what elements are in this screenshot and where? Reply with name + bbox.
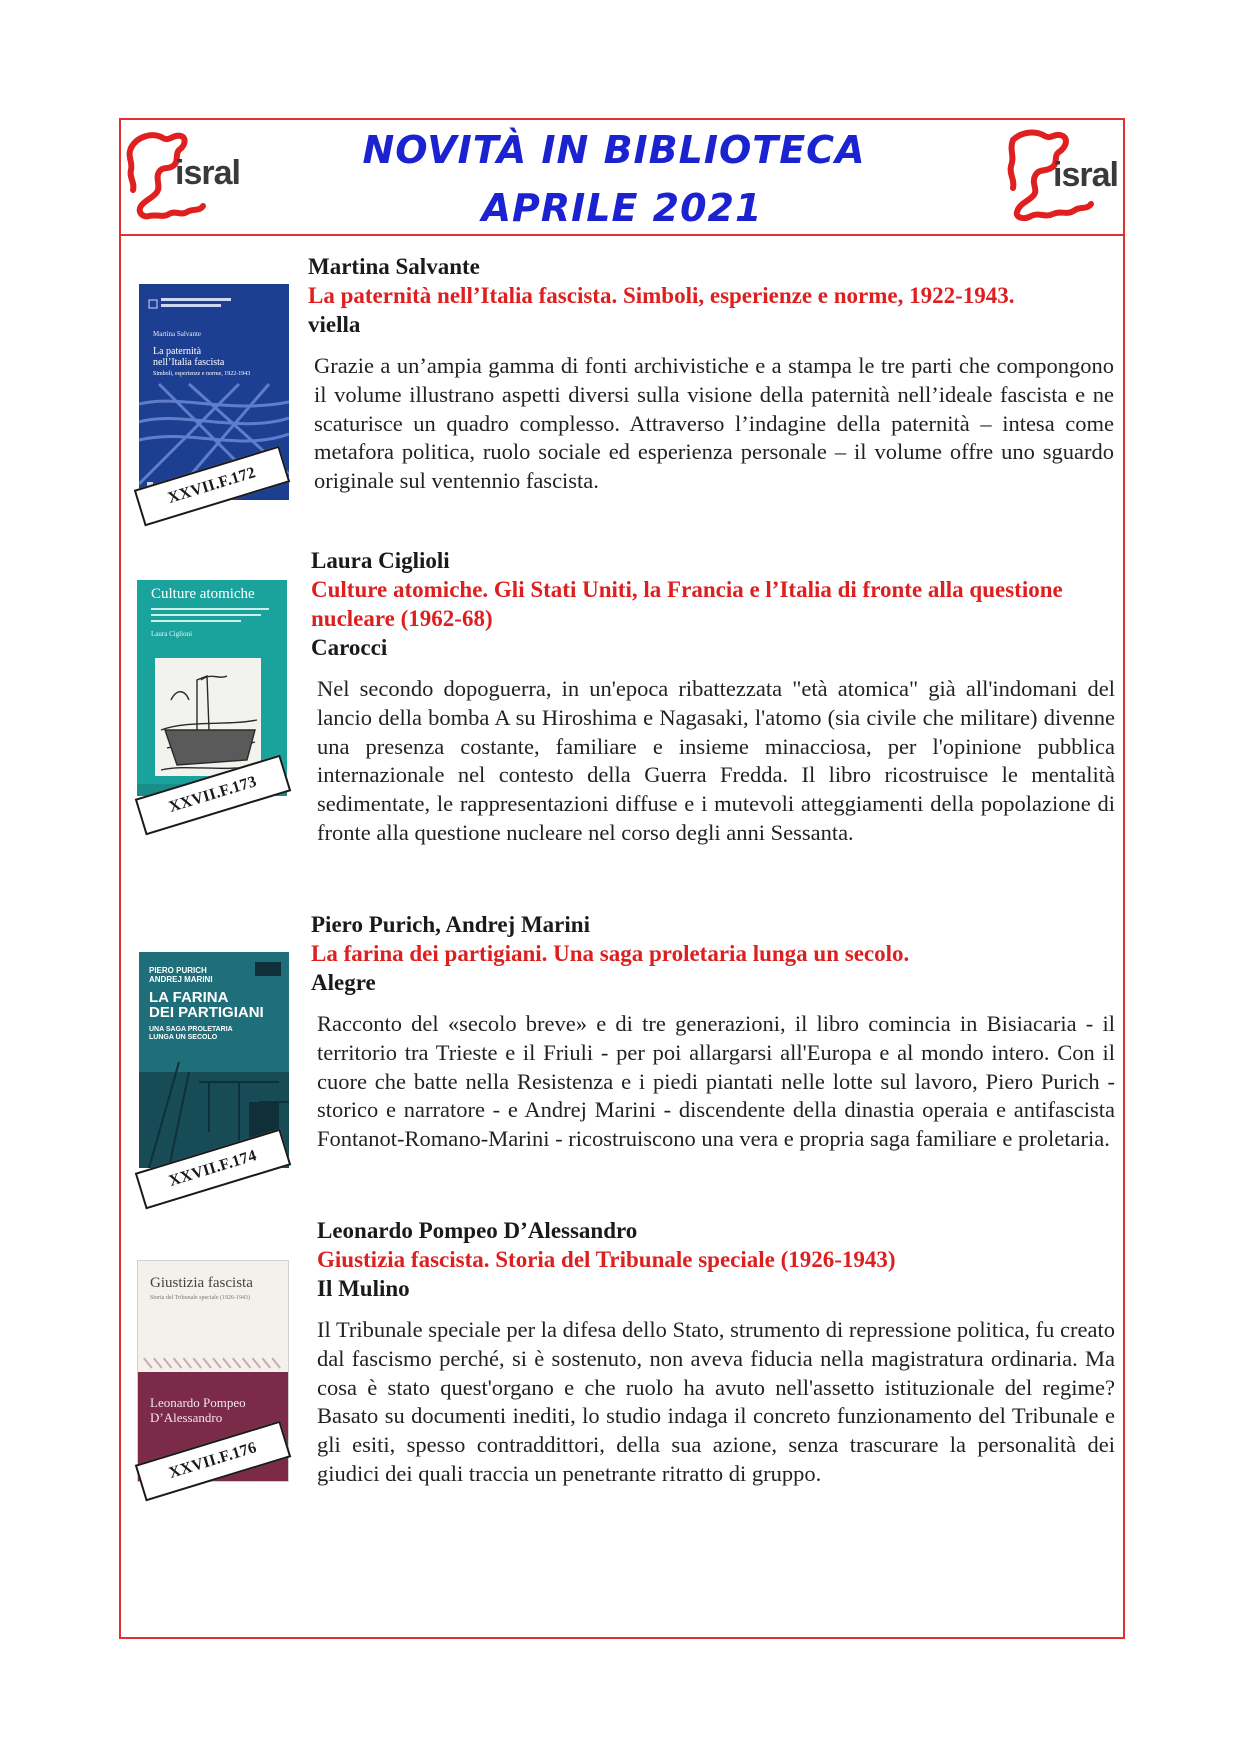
book-entry — [121, 252, 1123, 582]
book-description: Racconto del «secolo breve» e di tre generazioni, il libro comincia in Bisiacaria - il territorio tra Trieste e il Friuli - per poi allargarsi all'Europa e al mondo intero. Con il cuore che batte nella Resistenza e i piedi piantati nelle lotte sul lavoro, Piero Purich - storico e narratore - e Andrej Marini - discendente della dinastia operaia e antifascista Fontanot-Romano-Marini - ricostruiscono una vera e propria saga familiare e proletaria. — [317, 1011, 1115, 1152]
cover-title: Culture atomiche — [151, 586, 255, 602]
book-info — [317, 1216, 1119, 1489]
book-entry — [121, 1216, 1123, 1546]
book-title: Giustizia fascista. Storia del Tribunale speciale (1926-1943) — [317, 1247, 896, 1272]
book-entry — [121, 546, 1123, 886]
cover-subtitle: UNA SAGA PROLETARIA — [149, 1026, 233, 1033]
logo-text: isral — [175, 154, 240, 192]
book-info — [308, 252, 1118, 496]
book-description: Grazie a un’ampia gamma di fonti archivistiche e a stampa le tre parti che compongono il volume illustrano aspetti diversi sulla visione della paternità nell’ideale fascista e ne scaturisce un quadro complesso. Attraverso l’indagine della paternità – intesa come metafora politica, ruolo sociale ed esperienza personale – il volume offre uno sguardo originale sul ventennio fascista. — [314, 353, 1114, 494]
cover-title: Giustizia fascista — [150, 1275, 253, 1291]
page-subtitle-date: APRILE 2021 — [481, 186, 763, 230]
cover-title-line: La paternità — [153, 346, 202, 357]
book-title: Culture atomiche. Gli Stati Uniti, la Francia e l’Italia di fronte alla questione nucleare (1962-68) — [311, 577, 1063, 631]
cover-author: PIERO PURICH — [149, 966, 207, 975]
book-author: Laura Ciglioli — [311, 548, 450, 573]
header — [121, 120, 1123, 236]
cover-title-line: DEI PARTIGIANI — [149, 1004, 264, 1021]
book-entry — [121, 910, 1123, 1210]
book-title: La farina dei partigiani. Una saga proletaria lunga un secolo. — [311, 941, 910, 966]
cover-subtitle: Simboli, esperienze e norme, 1922-1943 — [153, 371, 251, 377]
shelfmark-tag: XXVII.F.172 — [134, 446, 290, 527]
cover-subtitle: Storia del Tribunale speciale (1926-1943) — [150, 1295, 250, 1301]
cover-title-line: LA FARINA — [149, 989, 229, 1006]
book-publisher: Il Mulino — [317, 1276, 410, 1301]
book-title: La paternità nell’Italia fascista. Simboli, esperienze e norme, 1922-1943. — [308, 283, 1015, 308]
cover-author: Leonardo Pompeo — [150, 1395, 246, 1410]
cover-title-line: nell’Italia fascista — [153, 357, 225, 368]
book-info — [311, 546, 1119, 848]
isral-logo-right — [1003, 126, 1121, 226]
shelfmark-tag: XXVII.F.173 — [135, 755, 291, 836]
book-author: Leonardo Pompeo D’Alessandro — [317, 1218, 638, 1243]
cover-author: Laura Ciglioni — [151, 630, 193, 638]
page-title: NOVITÀ IN BIBLIOTECA — [362, 128, 866, 172]
book-publisher: viella — [308, 312, 361, 337]
cover-author: D’Alessandro — [150, 1410, 223, 1425]
logo-text: isral — [1053, 156, 1118, 194]
book-info — [311, 910, 1119, 1154]
book-author: Martina Salvante — [308, 254, 480, 279]
cover-subtitle: LUNGA UN SECOLO — [149, 1034, 218, 1041]
page-frame — [119, 118, 1125, 1639]
shelfmark-tag: XXVII.F.174 — [135, 1129, 291, 1210]
book-author: Piero Purich, Andrej Marini — [311, 912, 590, 937]
cover-author: ANDREJ MARINI — [149, 975, 213, 984]
shelfmark-tag: XXVII.F.176 — [135, 1421, 291, 1502]
book-description: Il Tribunale speciale per la difesa dello Stato, strumento di repressione politica, fu creato dal fascismo perché, si è sostenuto, non aveva fiducia nella magistratura ordinaria. Ma cosa è stato quest'organo e che ruolo ha avuto nell'assetto istituzionale del regime? Basato su documenti inediti, lo studio indaga il concreto funzionamento del Tribunale e gli esiti, spesso contraddittori, della sua azione, senza trascurare la personalità dei giudici dei quali traccia un penetrante ritratto di gruppo. — [317, 1317, 1115, 1486]
book-publisher: Alegre — [311, 970, 376, 995]
cover-author: Martina Salvante — [153, 330, 202, 338]
book-description: Nel secondo dopoguerra, in un'epoca ribattezzata "età atomica" già all'indomani del lancio della bomba A su Hiroshima e Nagasaki, l'atomo (sia civile che militare) divenne una presenza costante, familiare e insieme minacciosa, per l'opinione pubblica internazionale nel contesto della Guerra Fredda. Il libro ricostruisce le mentalità sedimentate, le rappresentazioni diffuse e i mutevoli atteggiamenti della popolazione di fronte alla questione nucleare nel corso degli anni Sessanta. — [317, 676, 1115, 845]
book-publisher: Carocci — [311, 635, 388, 660]
